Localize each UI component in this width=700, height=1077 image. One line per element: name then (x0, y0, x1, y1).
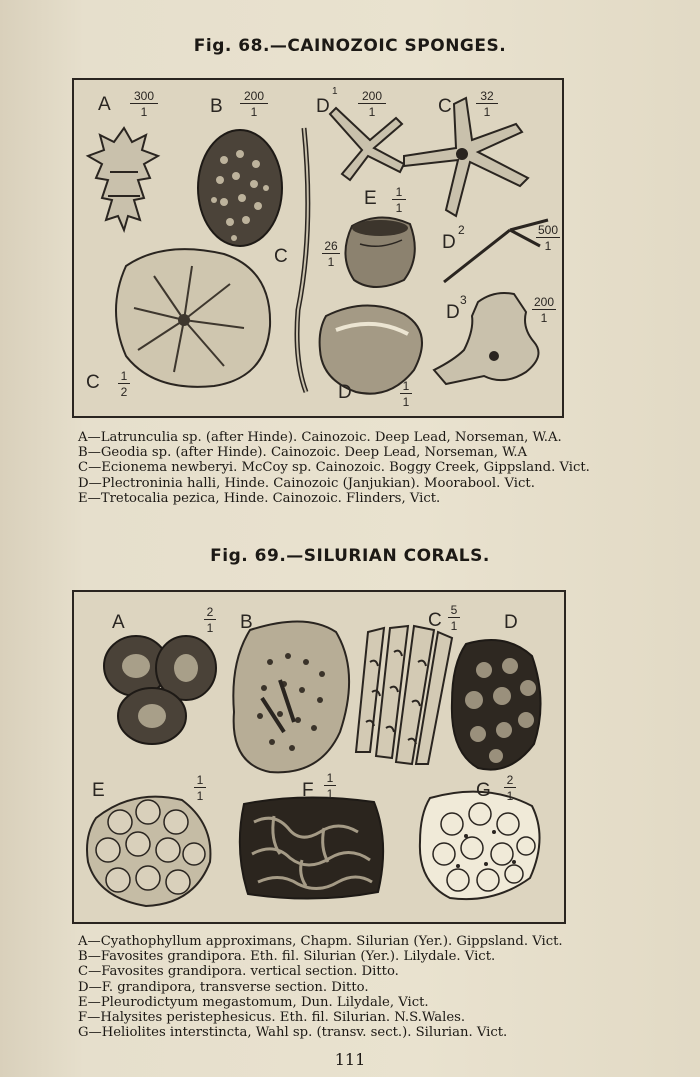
fig68-scale-d-bot (400, 380, 412, 408)
fig68-scale-a-num: 300 (133, 89, 155, 103)
fig68-label-b: B (210, 96, 223, 117)
fig69-scale-f-den: 1 (326, 787, 334, 801)
fig69-scale-c-den: 1 (450, 619, 458, 633)
fig68-label-d3-sup: 3 (460, 293, 467, 307)
fig69-caption-b: B—Favosites grandipora. Eth. fil. Silurian (Yer.). Lilydale. Vict. (78, 949, 496, 965)
fig68-caption-a: A—Latrunculia sp. (after Hinde). Cainozoic. Deep Lead, Norseman, W.A. (78, 430, 562, 445)
fig69-scale-e-den: 1 (196, 789, 204, 803)
sponge-c-disc (116, 249, 270, 387)
coral-a-cyathophyllum (104, 636, 216, 744)
fig68-label-d-bot: D (338, 382, 352, 403)
fig68-label-d: D (316, 96, 330, 117)
fig68-caption-c: C—Ecionema newberyi. McCoy sp. Cainozoic. Boggy Creek, Gippsland. Vict. (78, 460, 590, 476)
fig68-illustrations (74, 80, 562, 416)
fig68-scale-d3-num: 200 (533, 295, 555, 309)
sponge-e-cup (345, 217, 414, 287)
coral-e-pleurodictyum (87, 797, 210, 906)
fig69-scale-a-den: 1 (206, 621, 214, 635)
page-number: 111 (334, 1050, 366, 1069)
fig69-scale-a-num: 2 (206, 605, 214, 619)
fig68-scale-d-den: 1 (368, 105, 376, 119)
sponge-b-geodia (198, 130, 282, 246)
fig68-caption-b: B—Geodia sp. (after Hinde). Cainozoic. Deep Lead, Norseman, W.A (78, 445, 528, 461)
sponge-d-triradiate (330, 108, 404, 180)
fig68-scale-c (476, 90, 498, 118)
fig68-scale-c-mid (322, 240, 340, 268)
fig69-scale-g-den: 1 (506, 789, 514, 803)
fig68-scale-e (392, 186, 406, 214)
fig68-scale-cmid-den: 1 (327, 255, 335, 269)
coral-b-favosites (233, 621, 349, 772)
fig69-label-b: B (240, 612, 253, 633)
fig68-scale-d3 (532, 296, 556, 324)
coral-c-vertical-section (356, 626, 452, 764)
fig68-scale-e-num: 1 (395, 185, 403, 199)
fig69-scale-g-num: 2 (506, 773, 514, 787)
fig69-label-f: F (302, 780, 314, 801)
fig68-scale-e-den: 1 (395, 201, 403, 215)
fig68-scale-cmid-num: 26 (324, 239, 338, 253)
coral-f-halysites (240, 797, 383, 898)
fig68-scale-b-den: 1 (250, 105, 258, 119)
fig69-label-e: E (92, 780, 105, 801)
fig68-scale-d3-den: 1 (540, 311, 548, 325)
fig69-caption-c: C—Favosites grandipora. vertical section. Ditto. (78, 964, 399, 980)
fig69-caption-f: F—Halysites peristephesicus. Eth. fil. Silurian. N.S.Wales. (78, 1010, 466, 1026)
fig68-plate (72, 78, 564, 418)
fig69-scale-g (504, 774, 516, 802)
coral-d-transverse-section (452, 640, 541, 770)
fig68-scale-d2-num: 500 (537, 223, 559, 237)
fig69-scale-f (324, 772, 336, 800)
sponge-c-star (404, 98, 528, 216)
fig68-label-d3: D (446, 302, 460, 323)
fig69-scale-c (448, 604, 460, 632)
fig68-scale-d2-den: 1 (544, 239, 552, 253)
fig69-scale-e-num: 1 (196, 773, 204, 787)
fig69-scale-c-num: 5 (450, 603, 458, 617)
fig68-label-c: C (438, 96, 452, 117)
coral-g-heliolites (420, 792, 540, 900)
fig69-label-a: A (112, 612, 125, 633)
fig68-scale-dbot-den: 1 (402, 395, 410, 409)
fig68-captions (78, 430, 638, 506)
fig68-label-d2-sup: 2 (458, 223, 465, 237)
fig68-scale-d-num: 200 (361, 89, 383, 103)
fig68-title: Fig. 68.—CAINOZOIC SPONGES. (193, 36, 507, 56)
fig68-label-e: E (364, 188, 377, 209)
fig68-scale-a-den: 1 (140, 105, 148, 119)
fig69-caption-d: D—F. grandipora, transverse section. Ditto. (78, 979, 369, 995)
fig68-scale-d (358, 90, 386, 118)
fig69-caption-a: A—Cyathophyllum approximans, Chapm. Silurian (Yer.). Gippsland. Vict. (78, 934, 563, 949)
fig69-title: Fig. 69.—SILURIAN CORALS. (210, 546, 490, 566)
fig69-label-c: C (428, 610, 442, 631)
fig69-scale-f-num: 1 (326, 771, 334, 785)
fig68-label-c-mid: C (274, 246, 288, 267)
fig68-scale-cbot-den: 2 (120, 385, 128, 399)
fig68-scale-cbot-num: 1 (120, 369, 128, 383)
sponge-a-spicule (88, 128, 158, 230)
fig68-scale-d2 (536, 224, 560, 252)
fig68-label-a: A (98, 94, 111, 115)
fig69-caption-g: G—Heliolites interstincta, Wahl sp. (transv. sect.). Silurian. Vict. (78, 1025, 508, 1041)
fig68-scale-c-den: 1 (483, 105, 491, 119)
fig68-caption-e: E—Tretocalia pezica, Hinde. Cainozoic. Flinders, Vict. (78, 490, 441, 506)
fig69-scale-e (194, 774, 206, 802)
fig68-scale-c-num: 32 (480, 89, 494, 103)
fig69-label-g: G (476, 780, 491, 801)
fig68-label-d1: 1 (332, 86, 338, 97)
fig68-label-d2: D (442, 232, 456, 253)
fig69-captions (78, 934, 638, 1040)
fig69-caption-e: E—Pleurodictyum megastomum, Dun. Lilydale, Vict. (78, 994, 429, 1010)
fig68-scale-c-bot (118, 370, 130, 398)
fig69-illustrations (74, 592, 564, 922)
fig68-scale-b-num: 200 (243, 89, 265, 103)
fig69-label-d: D (504, 612, 518, 633)
fig68-label-c-bot: C (86, 372, 100, 393)
fig69-plate (72, 590, 566, 924)
fig68-scale-a (130, 90, 158, 118)
fig68-scale-dbot-num: 1 (402, 379, 410, 393)
fig68-caption-d: D—Plectroninia halli, Hinde. Cainozoic (Janjukian). Moorabool. Vict. (78, 475, 535, 491)
fig69-scale-a (204, 606, 216, 634)
fig68-scale-b (240, 90, 268, 118)
